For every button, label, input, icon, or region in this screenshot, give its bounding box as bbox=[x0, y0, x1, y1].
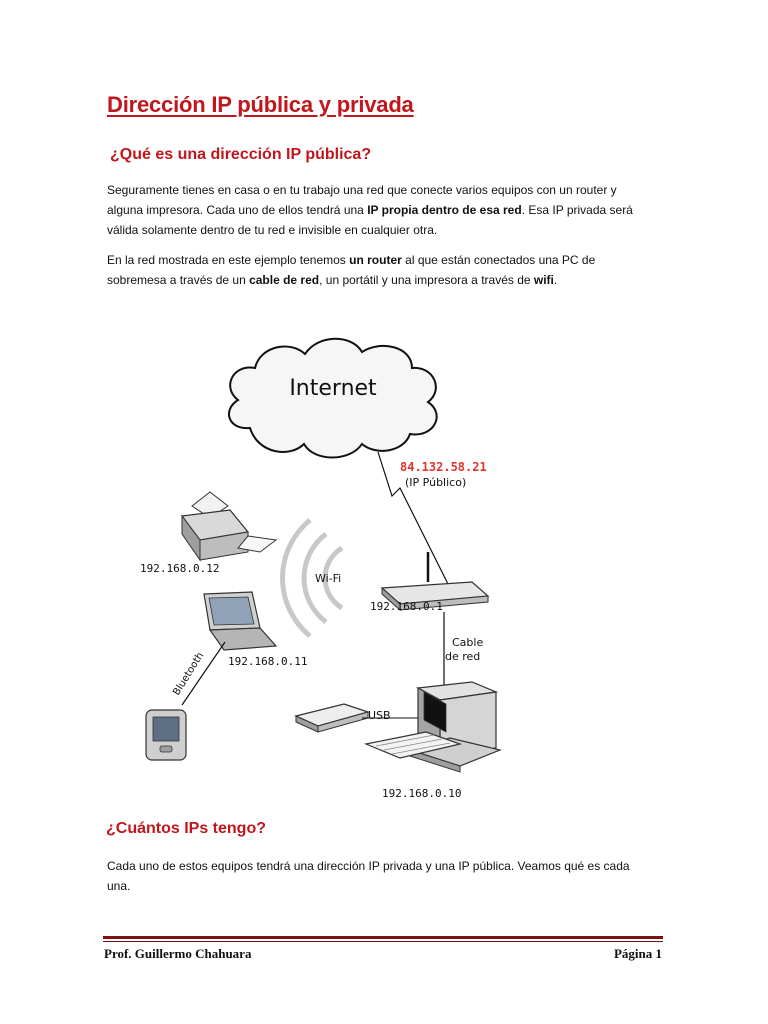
desktop-pc-icon bbox=[410, 682, 500, 772]
paragraph-example-bold-wifi: wifi bbox=[533, 273, 554, 287]
printer-icon bbox=[182, 492, 276, 560]
wifi-label: Wi-Fi bbox=[315, 572, 342, 585]
public-ip-label: 84.132.58.21 bbox=[400, 460, 487, 474]
router-ip-label: 192.168.0.1 bbox=[370, 600, 443, 613]
paragraph-intro-bold-1: IP propia dentro de esa red bbox=[367, 203, 522, 217]
paragraph-intro-text-1: Seguramente tienes en casa o en tu trabajo una red que conecte varios equipos con un router y alguna impresora. Cada uno de ellos tendrá una bbox=[107, 183, 617, 217]
paragraph-example-text-2: al que están conectados una PC de sobremesa a través de un bbox=[107, 253, 596, 287]
cable-label-line2: de red bbox=[445, 650, 481, 663]
paragraph-example-bold-cable: cable de red bbox=[249, 273, 320, 287]
cloud-label: Internet bbox=[289, 376, 377, 401]
footer-page-number: Página 1 bbox=[613, 946, 662, 961]
section-heading-public-ip: ¿Qué es una dirección IP pública? bbox=[110, 146, 372, 163]
paragraph-how-many-ips: Cada uno de estos equipos tendrá una dirección IP privada y una IP pública. Veamos qué es cada una. bbox=[107, 859, 630, 893]
paragraph-example-text-1: En la red mostrada en este ejemplo tenemos bbox=[107, 253, 350, 267]
paragraph-intro bbox=[107, 180, 652, 240]
section-heading-how-many-ips: ¿Cuántos IPs tengo? bbox=[106, 820, 266, 837]
paragraph-example-text-3: , un portátil y una impresora a través de bbox=[319, 273, 534, 287]
footer-rule bbox=[103, 936, 663, 939]
laptop-icon bbox=[204, 592, 276, 650]
cable-label-line1: Cable bbox=[452, 636, 484, 649]
public-ip-note: (IP Público) bbox=[405, 476, 467, 489]
bluetooth-label: Bluetooth bbox=[171, 650, 207, 698]
page-title: Dirección IP pública y privada bbox=[107, 92, 414, 117]
network-diagram bbox=[100, 320, 540, 810]
printer-ip-label: 192.168.0.12 bbox=[140, 562, 220, 575]
laptop-ip-label: 192.168.0.11 bbox=[228, 655, 308, 668]
footer-rule-thin bbox=[103, 941, 663, 942]
pc-ip-label: 192.168.0.10 bbox=[382, 787, 462, 800]
paragraph-example-text-4: . bbox=[553, 273, 558, 287]
scanner-icon bbox=[296, 704, 368, 732]
paragraph-intro-text-2: . Esa IP privada será válida solamente dentro de tu red e invisible en cualquier otra. bbox=[107, 203, 633, 237]
footer-author: Prof. Guillermo Chahuara bbox=[104, 946, 252, 961]
phone-icon bbox=[146, 710, 186, 760]
paragraph-example-network bbox=[107, 250, 652, 290]
paragraph-example-bold-router: un router bbox=[349, 253, 402, 267]
usb-label: USB bbox=[368, 709, 391, 722]
